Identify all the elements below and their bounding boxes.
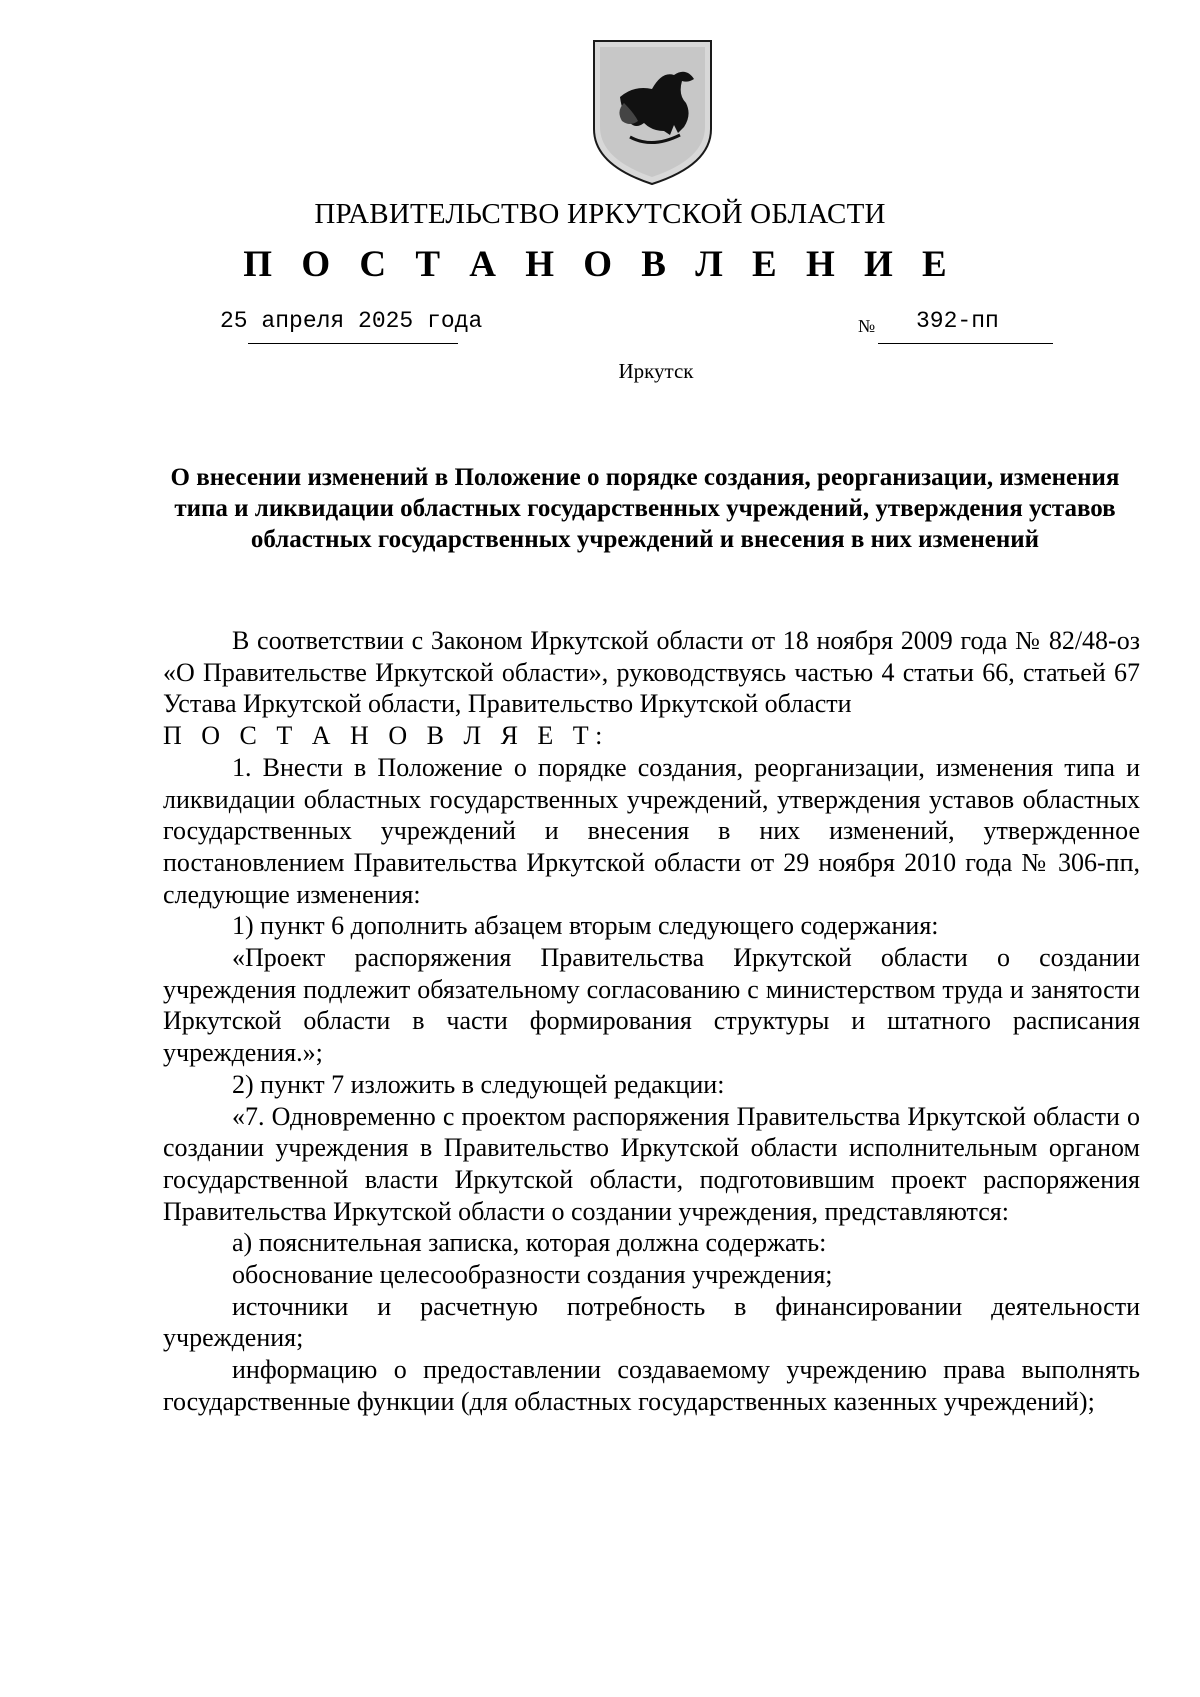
city-name: Иркутск: [618, 359, 694, 383]
decree-word: П О С Т А Н О В Л Я Е Т:: [163, 721, 609, 751]
date-underline: [248, 343, 458, 344]
government-name: ПРАВИТЕЛЬСТВО ИРКУТСКОЙ ОБЛАСТИ: [314, 198, 886, 230]
subparagraph-2: 2) пункт 7 изложить в следующей редакции:: [232, 1069, 725, 1099]
quote-paragraph-2: «7. Одновременно с проектом распоряжения Правительства Иркутской области о создании учреждения в Правительство Иркутской области исполнительным органом государственной власти Иркутской области, подготовившим проект распоряжения Правительства Иркутской области о создании учреждения, представляются:: [163, 1101, 1140, 1226]
number-sign: №: [858, 316, 876, 336]
list-line-2: источники и расчетную потребность в финансировании деятельности учреждения;: [163, 1291, 1140, 1353]
document-body: [163, 625, 1140, 1418]
quote-paragraph-1: «Проект распоряжения Правительства Иркутской области о создании учреждения подлежит обязательному согласованию с министерством труда и занятости Иркутской области в части формирования структуры и штатного расписания учреждения.»;: [163, 943, 1140, 1068]
paragraph-1: 1. Внести в Положение о порядке создания, реорганизации, изменения типа и ликвидации областных государственных учреждений, утверждения уставов областных государственных учреждений и внесения в них изменений, утвержденное постановлением Правительства Иркутской области от 29 ноября 2010 года № 306-пп, следующие изменения:: [163, 752, 1140, 909]
number-underline: [878, 343, 1053, 344]
list-line-3: информацию о предоставлении создаваемому учреждению права выполнять государственные функции (для областных государственных казенных учреждений);: [163, 1355, 1140, 1416]
intro-paragraph: В соответствии с Законом Иркутской области от 18 ноября 2009 года № 82/48-оз «О Правительстве Иркутской области», руководствуясь частью 4 статьи 66, статьей 67 Устава Иркутской области, Правительство Иркутской области: [163, 626, 1140, 719]
list-line-1: обоснование целесообразности создания учреждения;: [232, 1260, 833, 1290]
subparagraph-1: 1) пункт 6 дополнить абзацем вторым следующего содержания:: [232, 911, 939, 941]
item-a: а) пояснительная записка, которая должна содержать:: [232, 1228, 827, 1258]
document-type-heading: П О С Т А Н О В Л Е Н И Е: [243, 244, 957, 285]
document-title: О внесении изменений в Положение о порядке создания, реорганизации, изменения типа и ликвидации областных государственных учреждений, утверждения уставов областных государственных учреждений и внесения в них изменений: [170, 464, 1120, 553]
document-number: 392-пп: [916, 308, 999, 334]
document-date: 25 апреля 2025 года: [220, 308, 483, 334]
coat-of-arms-icon: [590, 37, 715, 187]
